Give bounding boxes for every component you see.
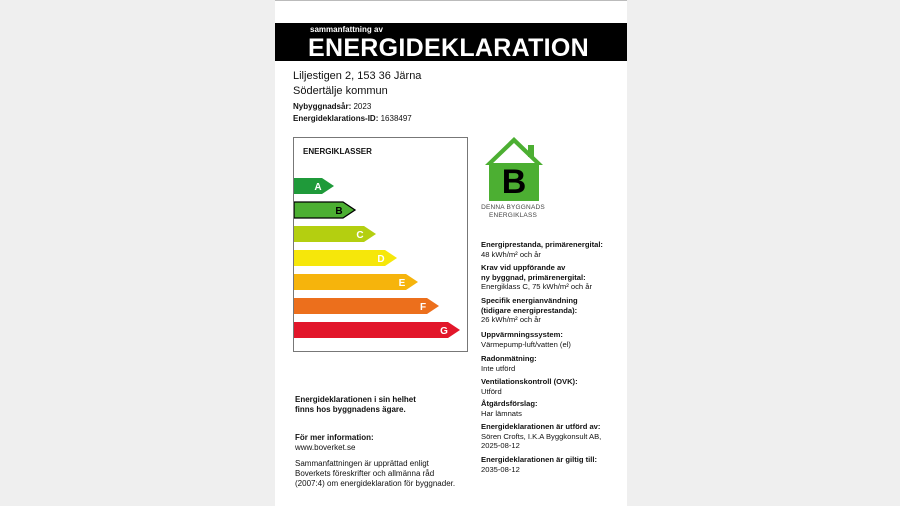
construction-year-value: 2023 — [353, 102, 372, 111]
energy-class-label: C — [356, 230, 364, 241]
fact-specific-energy — [481, 296, 626, 325]
declaration-id-label: Energideklarations-ID: — [293, 114, 379, 123]
badge-caption-line1: DENNA BYGGNADS — [481, 204, 545, 211]
fact-radon — [481, 354, 626, 373]
energy-class-bar-c — [294, 225, 378, 243]
title-banner — [275, 23, 627, 61]
fact-value-line2: 2025-08-12 — [481, 441, 520, 450]
fact-value: Sören Crofts, I.K.A Byggkonsult AB, — [481, 431, 602, 441]
page-top-border — [275, 0, 627, 1]
fact-label: Energiprestanda, primärenergital: — [481, 240, 603, 249]
construction-year-label: Nybyggnadsår: — [293, 102, 352, 111]
energy-class-bar-d — [294, 249, 399, 267]
fact-value: Energiklass C, 75 kWh/m² och år — [481, 282, 592, 291]
energy-class-bar-b — [294, 201, 357, 219]
fact-value: Utförd — [481, 386, 502, 396]
fact-value: Inte utförd — [481, 363, 516, 373]
declaration-id — [293, 114, 412, 123]
fact-label: Uppvärmningssystem: — [481, 330, 563, 339]
fact-label: Åtgärdsförslag: — [481, 399, 538, 408]
fact-label: Specifik energianvändning — [481, 296, 578, 305]
fact-primary-energy — [481, 240, 626, 259]
fact-value: 2035-08-12 — [481, 464, 520, 474]
footer-line1: Sammanfattningen är upprättad enligt — [295, 459, 429, 468]
badge-caption-line2: ENERGIKLASS — [488, 212, 538, 219]
energy-classes-panel — [293, 137, 468, 352]
document-page — [275, 0, 627, 506]
fact-valid-until — [481, 455, 626, 474]
energy-class-label: E — [398, 278, 406, 289]
badge-letter: B — [501, 163, 527, 201]
footer-note — [295, 459, 455, 489]
energy-class-label: A — [314, 182, 322, 193]
fact-label: Radonmätning: — [481, 354, 537, 363]
badge-caption — [477, 204, 549, 220]
fact-label: Energideklarationen är utförd av: — [481, 422, 601, 431]
fact-label: Energideklarationen är giltig till: — [481, 455, 598, 464]
construction-year — [293, 102, 371, 111]
footer-line3: (2007:4) om energideklaration för byggnader. — [295, 479, 456, 488]
energy-class-bar-a — [294, 177, 336, 195]
energy-class-label: F — [419, 302, 427, 313]
fact-measures — [481, 399, 626, 418]
energy-class-label: B — [335, 206, 343, 217]
fact-new-building-requirement — [481, 263, 626, 292]
energy-class-bar-e — [294, 273, 420, 291]
fact-label: Krav vid uppförande av — [481, 263, 566, 272]
fact-value: 48 kWh/m² och år — [481, 249, 541, 259]
energy-class-bar-f — [294, 297, 441, 315]
more-info-label: För mer information: — [295, 433, 374, 442]
fact-value: Värmepump-luft/vatten (el) — [481, 339, 571, 349]
fact-heating-system — [481, 330, 626, 349]
full-declaration-line1: Energideklarationen i sin helhet — [295, 395, 416, 404]
fact-label: Ventilationskontroll (OVK): — [481, 377, 578, 386]
fact-ventilation — [481, 377, 626, 396]
banner-title: ENERGIDEKLARATION — [308, 34, 590, 62]
address-street: Liljestigen 2, 153 36 Järna — [293, 70, 422, 82]
energy-class-bar-g — [294, 321, 462, 339]
address-municipality: Södertälje kommun — [293, 85, 388, 97]
fact-label-line2: (tidigare energiprestanda): — [481, 305, 578, 315]
banner-subtitle: sammanfattning av — [310, 25, 383, 34]
fact-label-line2: ny byggnad, primärenergital: — [481, 272, 586, 282]
energy-class-badge — [483, 135, 545, 205]
energy-class-label: D — [377, 254, 385, 265]
energy-class-label: G — [440, 326, 448, 337]
energy-classes-heading: ENERGIKLASSER — [303, 147, 372, 156]
full-declaration-line2: finns hos byggnadens ägare. — [295, 405, 406, 414]
fact-performed-by — [481, 422, 626, 451]
footer-line2: Boverkets föreskrifter och allmänna råd — [295, 469, 435, 478]
full-declaration-note — [295, 395, 416, 415]
fact-value: Har lämnats — [481, 408, 522, 418]
fact-value: 26 kWh/m² och år — [481, 315, 541, 324]
declaration-id-value: 1638497 — [380, 114, 412, 123]
boverket-link[interactable]: www.boverket.se — [295, 443, 356, 452]
